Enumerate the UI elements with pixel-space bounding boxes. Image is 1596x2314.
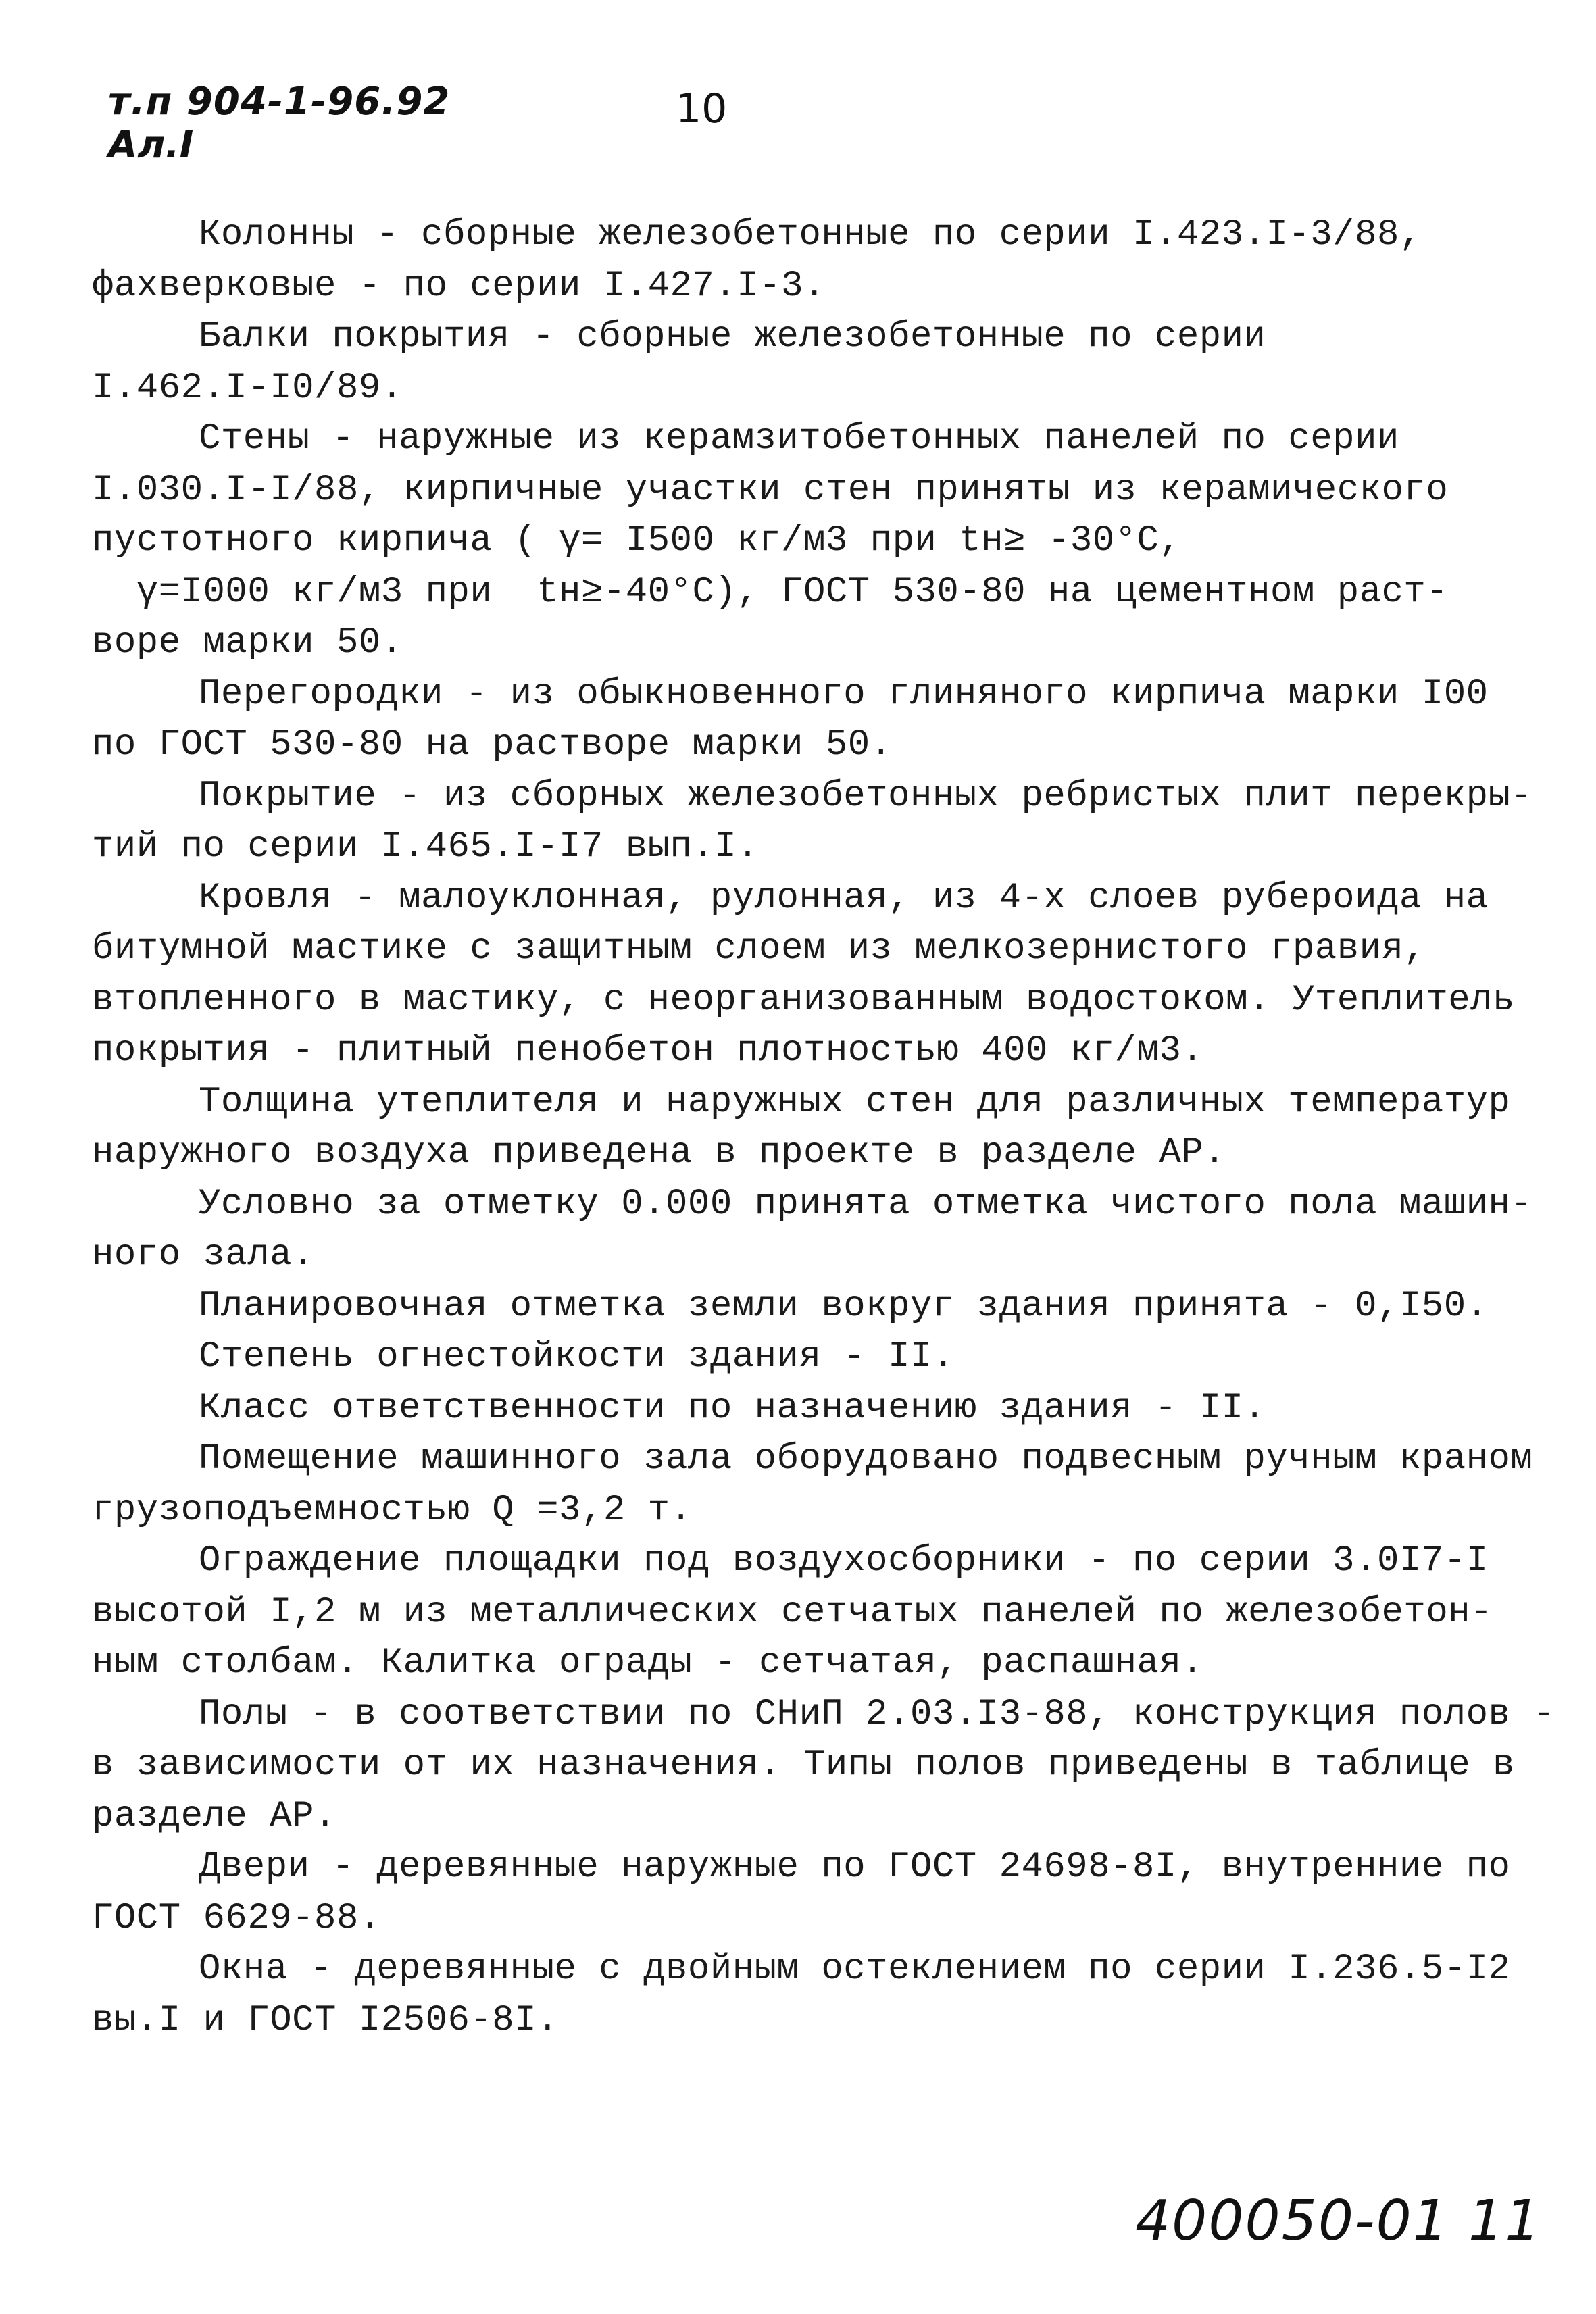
text-line: воре марки 50. bbox=[92, 622, 403, 663]
text-line: ГОСТ 6629-88. bbox=[92, 1897, 381, 1939]
text-line: Двери - деревянные наружные по ГОСТ 24698-8I, внутренние по bbox=[199, 1846, 1511, 1888]
text-line: вы.I и ГОСТ I2506-8I. bbox=[92, 1999, 559, 2041]
text-line: Толщина утеплителя и наружных стен для различных температур bbox=[199, 1081, 1511, 1123]
text-line: Условно за отметку 0.000 принята отметка чистого пола машин- bbox=[199, 1183, 1533, 1225]
text-line: Окна - деревянные с двойным остеклением по серии I.236.5-I2 bbox=[199, 1948, 1511, 1990]
text-line: фахверковые - по серии I.427.I-3. bbox=[92, 265, 826, 307]
text-line: Степень огнестойкости здания - II. bbox=[199, 1336, 955, 1378]
text-line: втопленного в мастику, с неорганизованным водостоком. Утеплитель bbox=[92, 979, 1515, 1021]
text-line: ным столбам. Калитка ограды - сетчатая, распашная. bbox=[92, 1642, 1204, 1684]
text-line: пустотного кирпича ( γ= I500 кг/м3 при tн≥ -30°С, bbox=[92, 520, 1182, 561]
text-line: грузоподъемностью Q =3,2 т. bbox=[92, 1489, 693, 1531]
text-line: разделе АР. bbox=[92, 1795, 336, 1837]
text-line: высотой I,2 м из металлических сетчатых панелей по железобетон- bbox=[92, 1591, 1493, 1633]
text-line: Перегородки - из обыкновенного глиняного кирпича марки I00 bbox=[199, 673, 1489, 715]
text-line: I.030.I-I/88, кирпичные участки стен приняты из керамического bbox=[92, 469, 1449, 511]
text-line: Класс ответственности по назначению здания - II. bbox=[199, 1387, 1266, 1429]
text-line: I.462.I-I0/89. bbox=[92, 367, 403, 409]
text-line: по ГОСТ 530-80 на растворе марки 50. bbox=[92, 724, 893, 765]
text-line: Планировочная отметка земли вокруг здания принята - 0,I50. bbox=[199, 1285, 1489, 1327]
text-line: γ=I000 кг/м3 при tн≥-40°С), ГОСТ 530-80 на цементном раст- bbox=[92, 571, 1449, 613]
text-line: ного зала. bbox=[92, 1234, 315, 1276]
text-line: Помещение машинного зала оборудовано подвесным ручным краном bbox=[199, 1438, 1533, 1480]
doc-code: т.п 904-1-96.92 bbox=[108, 80, 451, 124]
text-line: битумной мастике с защитным слоем из мелкозернистого гравия, bbox=[92, 928, 1426, 970]
text-line: Покрытие - из сборных железобетонных ребристых плит перекры- bbox=[199, 775, 1533, 817]
text-line: тий по серии I.465.I-I7 вып.I. bbox=[92, 826, 759, 867]
text-line: Стены - наружные из керамзитобетонных панелей по серии bbox=[199, 418, 1399, 459]
document-body bbox=[92, 209, 1555, 2046]
text-line: Ограждение площадки под воздухосборники - по серии 3.0I7-I bbox=[199, 1540, 1489, 1582]
sheet-label: Ал.I bbox=[108, 123, 194, 167]
text-line: Колонны - сборные железобетонные по серии I.423.I-3/88, bbox=[199, 214, 1422, 255]
text-line: Кровля - малоуклонная, рулонная, из 4-х слоев рубероида на bbox=[199, 877, 1489, 919]
text-line: Балки покрытия - сборные железобетонные по серии bbox=[199, 316, 1266, 357]
text-line: покрытия - плитный пенобетон плотностью 400 кг/м3. bbox=[92, 1030, 1204, 1072]
text-line: Полы - в соответствии по СНиП 2.03.I3-88, конструкция полов - bbox=[199, 1693, 1555, 1735]
footer-code: 400050-01 11 bbox=[1135, 2189, 1542, 2253]
page-number: 10 bbox=[676, 85, 728, 132]
text-line: наружного воздуха приведена в проекте в разделе АР. bbox=[92, 1132, 1226, 1174]
text-line: в зависимости от их назначения. Типы полов приведены в таблице в bbox=[92, 1744, 1515, 1786]
